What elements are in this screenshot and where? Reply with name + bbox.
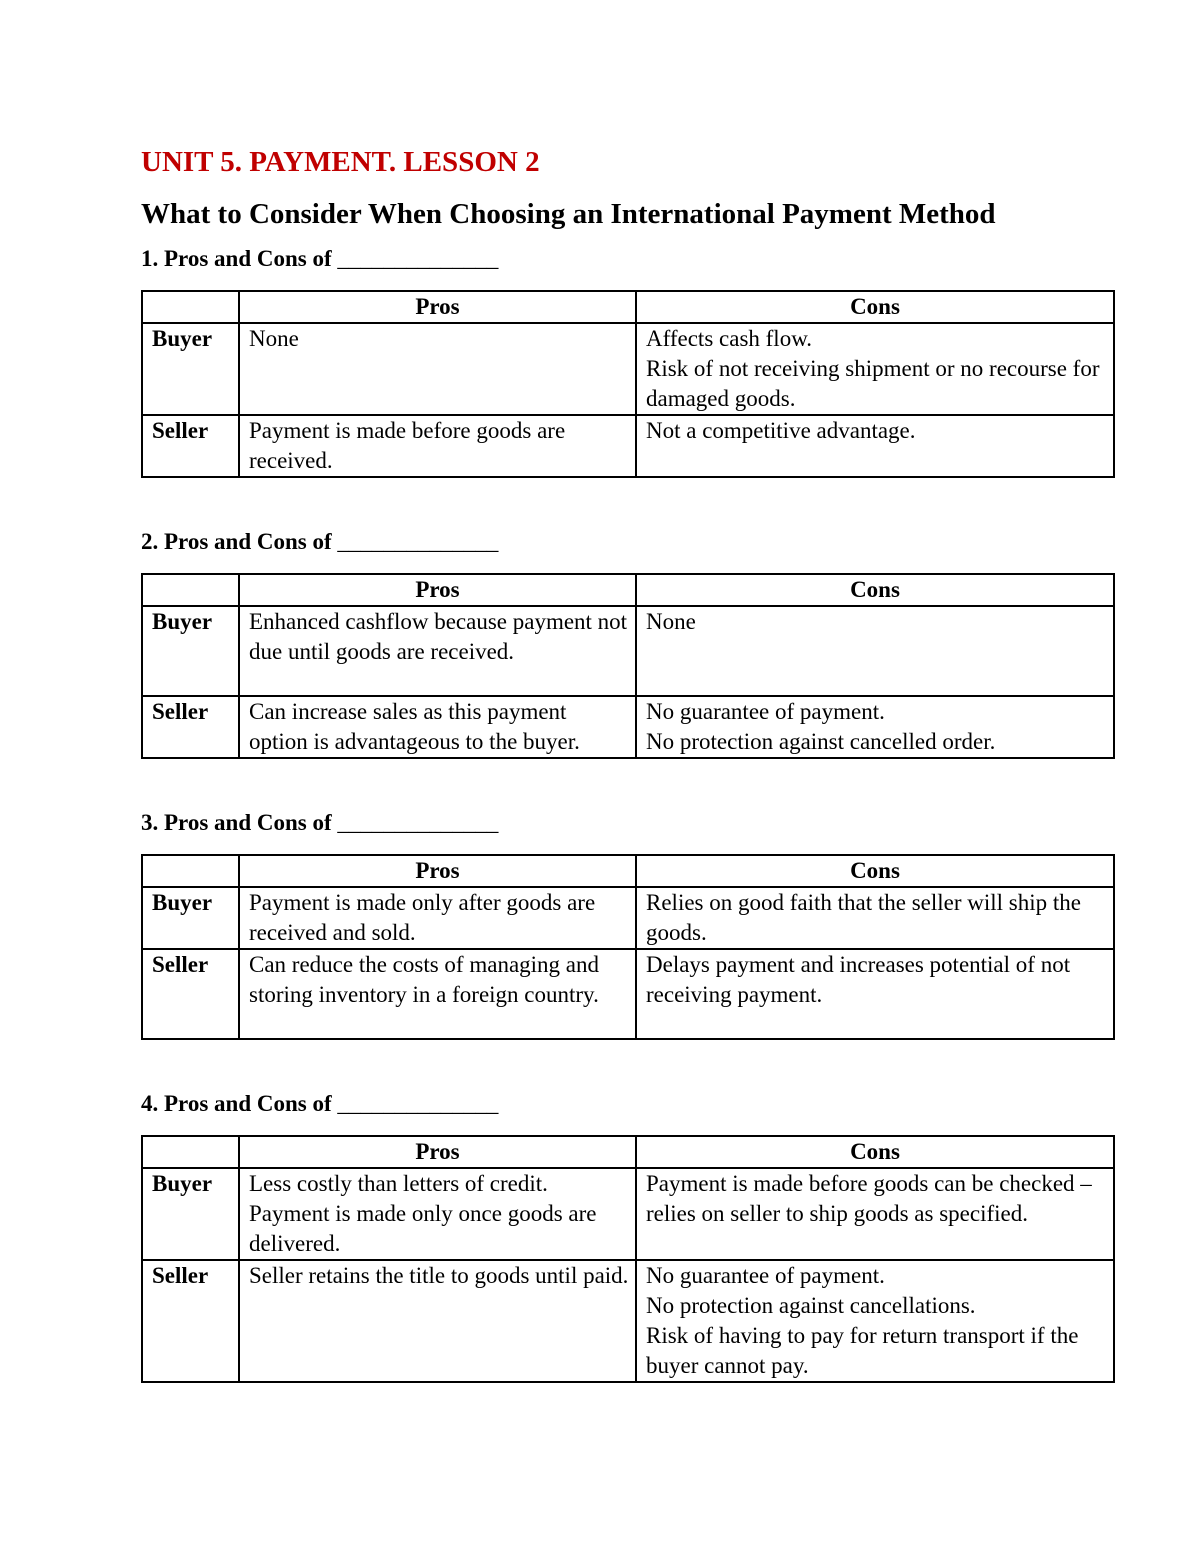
- section-heading: [141, 244, 1113, 274]
- section-heading-text: 2. Pros and Cons of: [141, 529, 332, 554]
- table-header-row: [142, 1136, 1114, 1168]
- table-row-buyer: [142, 606, 1114, 696]
- seller-cons-cell: [636, 1260, 1114, 1382]
- empty-header-cell: [142, 291, 239, 323]
- answer-blank: ______________: [337, 246, 499, 271]
- table-row-buyer: [142, 323, 1114, 415]
- buyer-pros-text: Payment is made only once goods are delivered.: [249, 1201, 597, 1256]
- section-heading-text: 4. Pros and Cons of: [141, 1091, 332, 1116]
- table-row-seller: [142, 696, 1114, 758]
- buyer-label: Buyer: [142, 606, 239, 696]
- table-header-row: [142, 291, 1114, 323]
- pros-cons-table: [141, 854, 1115, 1040]
- buyer-pros-text: Less costly than letters of credit.: [249, 1171, 548, 1196]
- document-page: [141, 140, 1113, 1383]
- answer-blank: ______________: [337, 529, 499, 554]
- seller-label: Seller: [142, 1260, 239, 1382]
- seller-label: Seller: [142, 949, 239, 1039]
- table-row-seller: [142, 1260, 1114, 1382]
- seller-label: Seller: [142, 696, 239, 758]
- seller-pros-text: Payment is made before goods are received.: [249, 418, 566, 473]
- buyer-cons-cell: [636, 1168, 1114, 1260]
- empty-header-cell: [142, 574, 239, 606]
- seller-cons-text: No guarantee of payment.: [646, 1263, 885, 1288]
- section-4: [141, 1089, 1113, 1383]
- section-heading: [141, 1089, 1113, 1119]
- section-1: [141, 244, 1113, 478]
- seller-cons-text: No protection against cancelled order.: [646, 729, 996, 754]
- seller-pros-text: Seller retains the title to goods until paid.: [249, 1263, 629, 1288]
- empty-header-cell: [142, 855, 239, 887]
- buyer-pros-cell: [239, 606, 636, 696]
- pros-header: Pros: [239, 574, 636, 606]
- pros-header: Pros: [239, 1136, 636, 1168]
- section-heading-text: 3. Pros and Cons of: [141, 810, 332, 835]
- table-row-seller: [142, 415, 1114, 477]
- section-3: [141, 808, 1113, 1040]
- buyer-cons-text: Payment is made before goods can be checked – relies on seller to ship goods as specified.: [646, 1171, 1092, 1226]
- cons-header: Cons: [636, 1136, 1114, 1168]
- seller-pros-cell: [239, 1260, 636, 1382]
- section-heading: [141, 808, 1113, 838]
- pros-header: Pros: [239, 855, 636, 887]
- seller-cons-text: Risk of having to pay for return transport if the buyer cannot pay.: [646, 1323, 1079, 1378]
- cons-header: Cons: [636, 574, 1114, 606]
- section-heading-text: 1. Pros and Cons of: [141, 246, 332, 271]
- seller-cons-text: No guarantee of payment.: [646, 699, 885, 724]
- seller-pros-cell: [239, 949, 636, 1039]
- buyer-pros-text: Payment is made only after goods are received and sold.: [249, 890, 596, 945]
- seller-pros-cell: [239, 696, 636, 758]
- table-row-seller: [142, 949, 1114, 1039]
- seller-cons-text: Delays payment and increases potential of not receiving payment.: [646, 952, 1071, 1007]
- table-row-buyer: [142, 1168, 1114, 1260]
- sections-container: [141, 244, 1113, 1383]
- section-2: [141, 527, 1113, 759]
- seller-pros-text: Can increase sales as this payment option is advantageous to the buyer.: [249, 699, 580, 754]
- buyer-label: Buyer: [142, 887, 239, 949]
- seller-cons-cell: [636, 415, 1114, 477]
- pros-cons-table: [141, 573, 1115, 759]
- section-heading: [141, 527, 1113, 557]
- table-header-row: [142, 855, 1114, 887]
- seller-cons-cell: [636, 696, 1114, 758]
- pros-header: Pros: [239, 291, 636, 323]
- buyer-pros-cell: [239, 323, 636, 415]
- pros-cons-table: [141, 290, 1115, 478]
- unit-title: UNIT 5. PAYMENT. LESSON 2: [141, 146, 540, 178]
- buyer-pros-cell: [239, 1168, 636, 1260]
- buyer-cons-text: Relies on good faith that the seller will ship the goods.: [646, 890, 1082, 945]
- seller-cons-text: No protection against cancellations.: [646, 1293, 976, 1318]
- empty-header-cell: [142, 1136, 239, 1168]
- cons-header: Cons: [636, 855, 1114, 887]
- answer-blank: ______________: [337, 810, 499, 835]
- buyer-cons-text: None: [646, 609, 696, 634]
- buyer-pros-text: Enhanced cashflow because payment not due until goods are received.: [249, 609, 628, 664]
- buyer-cons-cell: [636, 323, 1114, 415]
- buyer-cons-cell: [636, 887, 1114, 949]
- buyer-label: Buyer: [142, 1168, 239, 1260]
- buyer-pros-text: None: [249, 326, 299, 351]
- lesson-subtitle: What to Consider When Choosing an International Payment Method: [141, 198, 996, 230]
- cons-header: Cons: [636, 291, 1114, 323]
- seller-label: Seller: [142, 415, 239, 477]
- seller-cons-text: Not a competitive advantage.: [646, 418, 916, 443]
- pros-cons-table: [141, 1135, 1115, 1383]
- seller-pros-text: Can reduce the costs of managing and storing inventory in a foreign country.: [249, 952, 599, 1007]
- seller-pros-cell: [239, 415, 636, 477]
- buyer-pros-cell: [239, 887, 636, 949]
- buyer-cons-cell: [636, 606, 1114, 696]
- buyer-cons-text: Affects cash flow.: [646, 326, 813, 351]
- buyer-label: Buyer: [142, 323, 239, 415]
- buyer-cons-text: Risk of not receiving shipment or no recourse for damaged goods.: [646, 356, 1100, 411]
- answer-blank: ______________: [337, 1091, 499, 1116]
- table-row-buyer: [142, 887, 1114, 949]
- table-header-row: [142, 574, 1114, 606]
- seller-cons-cell: [636, 949, 1114, 1039]
